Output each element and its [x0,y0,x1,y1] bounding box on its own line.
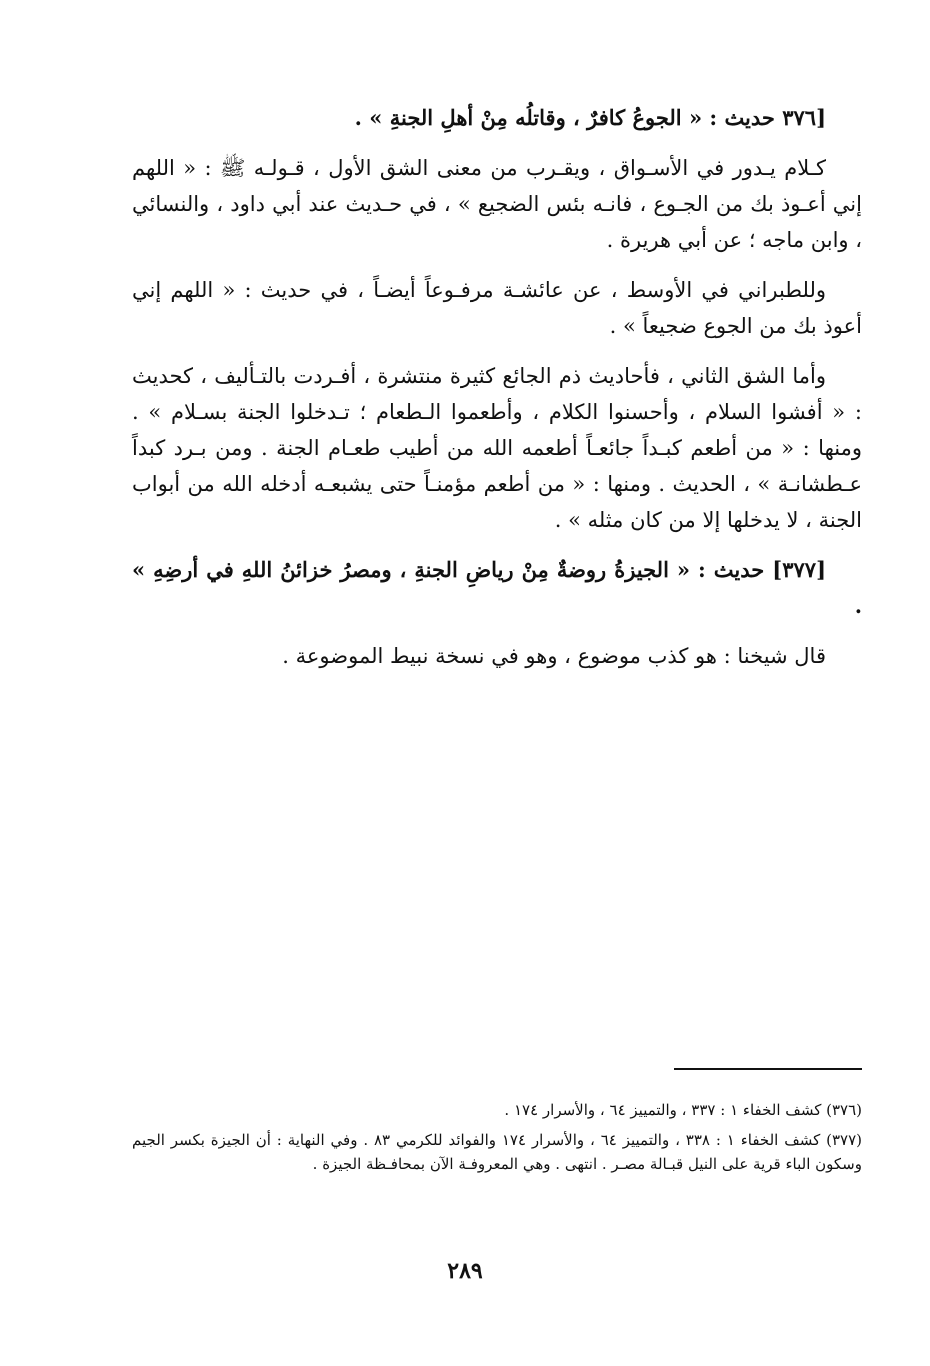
entry-376-heading: [٣٧٦ حديث : « الجوعُ كافرٌ ، وقاتلُه مِنْ أهلِ الجنةِ » . [354,105,826,130]
footnote-376: (٣٧٦) كشف الخفاء ١ : ٣٣٧ ، والتمييز ٦٤ ، والأسرار ١٧٤ . [504,1101,862,1119]
footnote-separator [674,1068,862,1070]
page-number: ٢٨٩ [447,1258,483,1284]
main-text [132,100,862,688]
entry-376-paragraph-3: وأما الشق الثاني ، فأحاديث ذم الجائع كثيرة منتشرة ، أفـردت بالتـأليف ، كحديث : « أفشوا السلام ، وأحسنوا الكلام ، وأطعموا الـطعام ؛ تـدخلوا الجنة بسـلام » . ومنها : « من أطعم كبـداً جائعـاً أطعمه الله من أطيب طعـام الجنة . ومن بـرد كبداً عـطشانـة » ، الحديث . ومنها : « من أطعم مؤمنـاً حتى يشبعـه أدخله الله من أبواب الجنة ، لا يدخلها إلا من كان مثله » . [132,364,862,532]
entry-377-heading: [٣٧٧] حديث : « الجيزةُ روضةٌ مِنْ رياضِ الجنةِ ، ومصرُ خزائنُ اللهِ في أرضِهِ » . [132,557,862,618]
footnote-377: (٣٧٧) كشف الخفاء ١ : ٣٣٨ ، والتمييز ٦٤ ، والأسرار ١٧٤ والفوائد للكرمي ٨٣ . وفي النهاية : أن الجيزة بكسر الجيم وسكون الباء قرية على النيل قبـالة مصـر . انتهى . وهي المعروفـة الآن بمحافـظة الجيزة . [132,1131,862,1173]
footnotes [132,1098,862,1182]
entry-376-paragraph-1: كـلام يـدور في الأسـواق ، ويقـرب من معنى الشق الأول ، قـولـه ﷺ : « اللهم إني أعـوذ بك من الجـوع ، فانـه بئس الضجيع » ، في حـديث عند أبي داود ، والنسائي ، وابن ماجه ؛ عن أبي هريرة . [132,156,862,252]
entry-376-paragraph-2: وللطبراني في الأوسط ، عن عائشـة مرفـوعاً أيضـاً ، في حديث : « اللهم إني أعوذ بك من الجوع ضجيعاً » . [132,278,862,338]
entry-377-paragraph-1: قال شيخنا : هو كذب موضوع ، وهو في نسخة نبيط الموضوعة . [282,644,826,668]
